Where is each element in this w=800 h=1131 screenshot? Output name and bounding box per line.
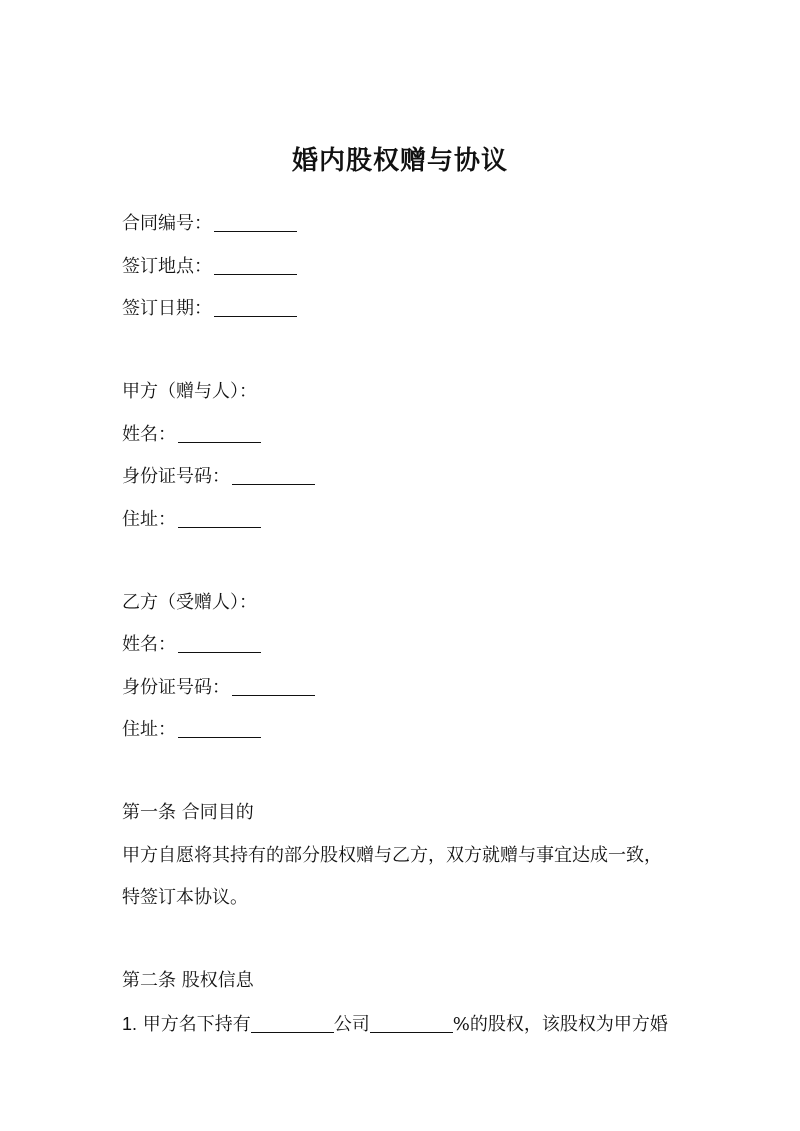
article-2-item-1-text-b: 公司 bbox=[333, 1014, 370, 1035]
party-b-heading: 乙方（受赠人）： bbox=[122, 592, 257, 613]
party-a-name-blank[interactable] bbox=[178, 424, 261, 443]
article-2-item-1-text-c: %的股权，该股权为甲方婚 bbox=[452, 1014, 668, 1035]
company-name-blank[interactable] bbox=[251, 1014, 334, 1033]
party-a-address-label: 住址： bbox=[122, 509, 176, 530]
party-a-id-label: 身份证号码： bbox=[122, 466, 230, 487]
document-title: 婚内股权赠与协议 bbox=[291, 146, 508, 176]
article-2-item-1 bbox=[122, 1012, 668, 1037]
article-1-text-line-2: 特签订本协议。 bbox=[122, 887, 248, 908]
article-1-text-line-1: 甲方自愿将其持有的部分股权赠与乙方，双方就赠与事宜达成一致， bbox=[122, 845, 662, 866]
party-b-id-blank[interactable] bbox=[232, 677, 315, 696]
party-b-address-label: 住址： bbox=[122, 719, 176, 740]
signing-date-label: 签订日期： bbox=[122, 298, 212, 319]
signing-place-blank[interactable] bbox=[214, 256, 297, 275]
party-a-id-line bbox=[122, 465, 315, 489]
party-a-name-line bbox=[122, 423, 261, 447]
party-b-name-label: 姓名： bbox=[122, 634, 176, 655]
signing-date-line bbox=[122, 297, 297, 321]
party-a-name-label: 姓名： bbox=[122, 424, 176, 445]
party-b-address-blank[interactable] bbox=[178, 719, 261, 738]
party-b-id-line bbox=[122, 676, 315, 700]
article-2-item-1-number: 1. bbox=[122, 1014, 138, 1034]
party-a-address-blank[interactable] bbox=[178, 509, 261, 528]
share-percent-blank[interactable] bbox=[370, 1014, 453, 1033]
party-b-address-line bbox=[122, 718, 261, 742]
contract-number-line bbox=[122, 212, 297, 236]
contract-number-blank[interactable] bbox=[214, 213, 297, 232]
party-a-id-blank[interactable] bbox=[232, 466, 315, 485]
party-b-name-line bbox=[122, 633, 261, 657]
party-b-id-label: 身份证号码： bbox=[122, 677, 230, 698]
party-a-heading: 甲方（赠与人）： bbox=[122, 381, 257, 402]
article-2-heading: 第二条 股权信息 bbox=[122, 970, 254, 991]
signing-date-blank[interactable] bbox=[214, 298, 297, 317]
article-2-item-1-text-a: 甲方名下持有 bbox=[142, 1014, 251, 1035]
signing-place-line bbox=[122, 255, 297, 279]
party-b-name-blank[interactable] bbox=[178, 634, 261, 653]
party-a-address-line bbox=[122, 508, 261, 532]
signing-place-label: 签订地点： bbox=[122, 256, 212, 277]
contract-number-label: 合同编号： bbox=[122, 213, 212, 234]
article-1-heading: 第一条 合同目的 bbox=[122, 802, 254, 823]
